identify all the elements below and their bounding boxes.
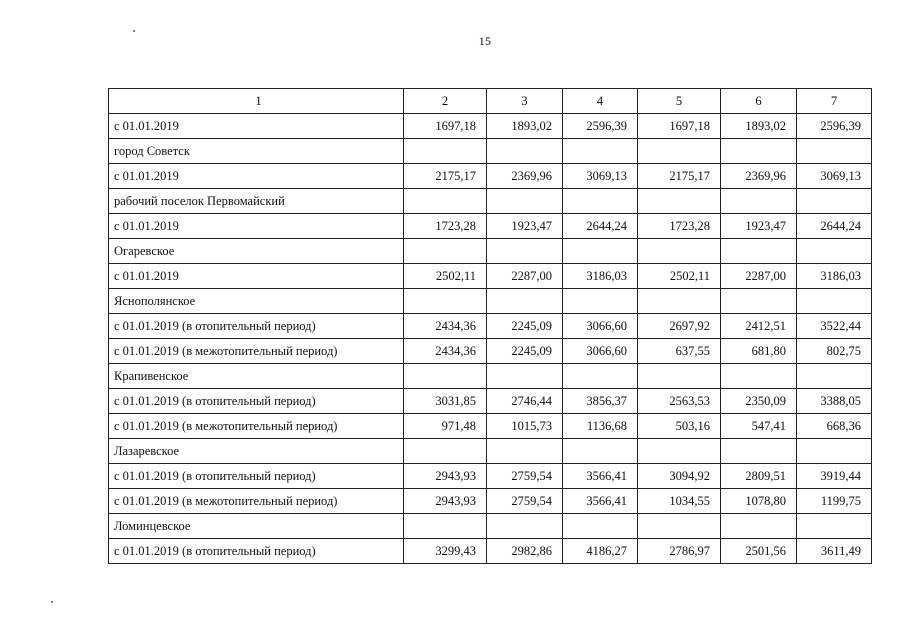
table-cell: 2434,36 <box>404 339 487 364</box>
table-cell: 2369,96 <box>487 164 563 189</box>
table-row <box>109 364 872 389</box>
table-cell <box>404 239 487 264</box>
column-header: 7 <box>797 89 872 114</box>
table-cell: 4186,27 <box>563 539 638 564</box>
table-cell <box>638 439 721 464</box>
table-cell <box>563 439 638 464</box>
table-cell: 1893,02 <box>487 114 563 139</box>
table-cell <box>797 239 872 264</box>
column-header: 4 <box>563 89 638 114</box>
row-label: с 01.01.2019 (в отопительный период) <box>109 389 404 414</box>
table-cell <box>797 439 872 464</box>
table-cell <box>721 364 797 389</box>
table-row <box>109 439 872 464</box>
table-cell <box>638 189 721 214</box>
table-cell: 2596,39 <box>797 114 872 139</box>
table-cell <box>638 289 721 314</box>
table-row <box>109 414 872 439</box>
table-cell: 2287,00 <box>487 264 563 289</box>
table-cell: 2502,11 <box>404 264 487 289</box>
table-row <box>109 139 872 164</box>
table-row <box>109 214 872 239</box>
table-cell: 3186,03 <box>797 264 872 289</box>
table-cell: 2287,00 <box>721 264 797 289</box>
table-cell: 2175,17 <box>404 164 487 189</box>
table-cell: 2943,93 <box>404 489 487 514</box>
table-cell: 2502,11 <box>638 264 721 289</box>
table-cell: 3066,60 <box>563 339 638 364</box>
table-cell <box>797 139 872 164</box>
table-cell: 2786,97 <box>638 539 721 564</box>
table-cell: 1697,18 <box>638 114 721 139</box>
table-cell <box>563 289 638 314</box>
table-cell <box>487 514 563 539</box>
row-label: с 01.01.2019 (в межотопительный период) <box>109 339 404 364</box>
table-cell <box>638 139 721 164</box>
table-cell <box>797 364 872 389</box>
table-cell: 1893,02 <box>721 114 797 139</box>
table-cell: 637,55 <box>638 339 721 364</box>
table-cell <box>487 139 563 164</box>
table-cell: 1034,55 <box>638 489 721 514</box>
table-cell <box>721 289 797 314</box>
table-cell <box>487 189 563 214</box>
table-cell <box>721 139 797 164</box>
table-cell: 1078,80 <box>721 489 797 514</box>
table-cell: 2245,09 <box>487 339 563 364</box>
row-label: Яснополянское <box>109 289 404 314</box>
table-row <box>109 389 872 414</box>
column-header: 2 <box>404 89 487 114</box>
table-cell: 2943,93 <box>404 464 487 489</box>
table-row <box>109 239 872 264</box>
table-cell: 2350,09 <box>721 389 797 414</box>
table-cell <box>797 514 872 539</box>
row-label: Лазаревское <box>109 439 404 464</box>
table-cell <box>404 514 487 539</box>
table-row <box>109 489 872 514</box>
table-row <box>109 289 872 314</box>
table-cell: 2596,39 <box>563 114 638 139</box>
table-cell: 3611,49 <box>797 539 872 564</box>
table-cell: 3299,43 <box>404 539 487 564</box>
table-cell: 2644,24 <box>563 214 638 239</box>
table-cell <box>563 514 638 539</box>
table-cell: 2759,54 <box>487 464 563 489</box>
table-cell <box>638 239 721 264</box>
table-cell: 1015,73 <box>487 414 563 439</box>
scan-speck <box>133 30 135 32</box>
table-cell <box>563 139 638 164</box>
table-cell <box>638 364 721 389</box>
table-cell: 3566,41 <box>563 489 638 514</box>
table-cell: 1697,18 <box>404 114 487 139</box>
table-cell <box>638 514 721 539</box>
table-cell: 3066,60 <box>563 314 638 339</box>
table-cell: 3031,85 <box>404 389 487 414</box>
row-label: с 01.01.2019 <box>109 214 404 239</box>
table-row <box>109 464 872 489</box>
column-header: 6 <box>721 89 797 114</box>
column-header: 3 <box>487 89 563 114</box>
row-label: с 01.01.2019 <box>109 264 404 289</box>
table-cell <box>797 289 872 314</box>
table-cell <box>721 239 797 264</box>
row-label: рабочий поселок Первомайский <box>109 189 404 214</box>
table-cell: 2369,96 <box>721 164 797 189</box>
table-cell: 3094,92 <box>638 464 721 489</box>
table-row <box>109 514 872 539</box>
table-cell <box>563 189 638 214</box>
table-cell <box>721 439 797 464</box>
table-cell <box>563 239 638 264</box>
table-cell: 2245,09 <box>487 314 563 339</box>
table-cell: 2434,36 <box>404 314 487 339</box>
table-row <box>109 539 872 564</box>
table-cell: 3566,41 <box>563 464 638 489</box>
table-cell: 1723,28 <box>404 214 487 239</box>
table-cell: 2746,44 <box>487 389 563 414</box>
row-label: с 01.01.2019 (в межотопительный период) <box>109 489 404 514</box>
table-cell: 802,75 <box>797 339 872 364</box>
table-cell: 2982,86 <box>487 539 563 564</box>
table-cell <box>563 364 638 389</box>
scan-speck <box>51 601 53 603</box>
table-cell: 2809,51 <box>721 464 797 489</box>
row-label: с 01.01.2019 (в отопительный период) <box>109 464 404 489</box>
table-cell: 3522,44 <box>797 314 872 339</box>
page-number: 15 <box>478 34 492 48</box>
table-cell <box>404 189 487 214</box>
table-cell: 1723,28 <box>638 214 721 239</box>
table-cell <box>487 289 563 314</box>
row-label: Крапивенское <box>109 364 404 389</box>
table-row <box>109 264 872 289</box>
table-cell: 681,80 <box>721 339 797 364</box>
table-cell <box>404 139 487 164</box>
row-label: с 01.01.2019 (в отопительный период) <box>109 314 404 339</box>
tariff-table <box>108 88 872 564</box>
table-cell: 3186,03 <box>563 264 638 289</box>
table-header-row <box>109 89 872 114</box>
table-cell: 3919,44 <box>797 464 872 489</box>
table-cell: 2759,54 <box>487 489 563 514</box>
table-cell: 3388,05 <box>797 389 872 414</box>
table-cell: 2501,56 <box>721 539 797 564</box>
table-row <box>109 164 872 189</box>
table-cell <box>404 364 487 389</box>
row-label: Ломинцевское <box>109 514 404 539</box>
table-row <box>109 189 872 214</box>
table-cell: 547,41 <box>721 414 797 439</box>
table-cell <box>487 439 563 464</box>
table-cell: 1136,68 <box>563 414 638 439</box>
table-cell <box>487 239 563 264</box>
table-cell: 1923,47 <box>721 214 797 239</box>
table-row <box>109 314 872 339</box>
table-cell <box>487 364 563 389</box>
table-cell: 1199,75 <box>797 489 872 514</box>
table-cell <box>721 189 797 214</box>
table-cell: 3069,13 <box>563 164 638 189</box>
row-label: с 01.01.2019 <box>109 164 404 189</box>
table-cell <box>797 189 872 214</box>
table-cell <box>721 514 797 539</box>
table-cell: 2175,17 <box>638 164 721 189</box>
table-cell: 2644,24 <box>797 214 872 239</box>
row-label: город Советск <box>109 139 404 164</box>
table-cell: 2412,51 <box>721 314 797 339</box>
table-cell: 2697,92 <box>638 314 721 339</box>
column-header: 1 <box>109 89 404 114</box>
table-cell: 3069,13 <box>797 164 872 189</box>
table-cell: 2563,53 <box>638 389 721 414</box>
table-row <box>109 339 872 364</box>
table-cell: 668,36 <box>797 414 872 439</box>
column-header: 5 <box>638 89 721 114</box>
table-cell <box>404 439 487 464</box>
table-cell: 503,16 <box>638 414 721 439</box>
row-label: с 01.01.2019 (в межотопительный период) <box>109 414 404 439</box>
table-cell: 1923,47 <box>487 214 563 239</box>
row-label: с 01.01.2019 (в отопительный период) <box>109 539 404 564</box>
table-cell <box>404 289 487 314</box>
table-row <box>109 114 872 139</box>
row-label: с 01.01.2019 <box>109 114 404 139</box>
table-cell: 3856,37 <box>563 389 638 414</box>
table-cell: 971,48 <box>404 414 487 439</box>
row-label: Огаревское <box>109 239 404 264</box>
